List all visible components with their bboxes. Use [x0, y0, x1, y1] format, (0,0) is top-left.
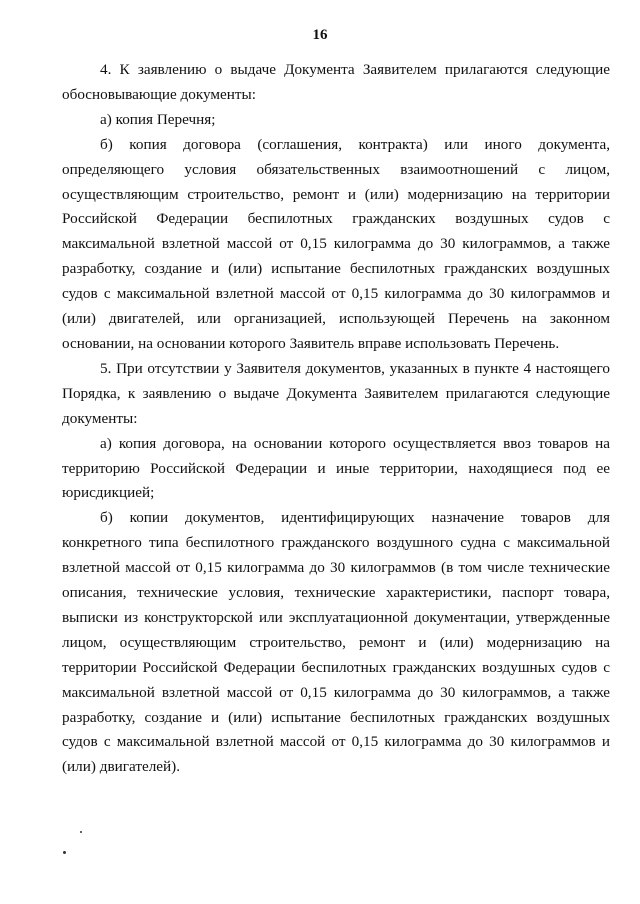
scan-speck — [80, 831, 82, 833]
scan-speck — [63, 851, 66, 854]
document-body — [62, 58, 610, 780]
page-number: 16 — [312, 27, 328, 43]
paragraph-item-4b: б) копия договора (соглашения, контракта) или иного документа, определяющего условия обязательственных взаимоотношений с лицом, осуществляющим строительство, ремонт и (или) модернизацию на территории Российской Федерации беспилотных гражданских воздушных судов с максимальной взлетной массой от 0,15 килограмма до 30 килограммов, а также разработку, создание и (или) испытание беспилотных гражданских воздушных судов с максимальной взлетной массой от 0,15 килограмма до 30 килограммов и (или) двигателей, или организацией, использующей Перечень на законном основании, на основании которого Заявитель вправе использовать Перечень. — [62, 135, 610, 352]
paragraph-item-5a: а) копия договора, на основании которого осуществляется ввоз товаров на территорию Российской Федерации и иные территории, находящиеся под ее юрисдикцией; — [62, 434, 610, 502]
paragraph-item-4: 4. К заявлению о выдаче Документа Заявителем прилагаются следующие обосновывающие документы: — [62, 61, 610, 103]
paragraph-item-5b: б) копии документов, идентифицирующих назначение товаров для конкретного типа беспилотного гражданского воздушного судна с максимальной взлетной массой от 0,15 килограмма до 30 килограммов (в том числе технические описания, технические условия, технические характеристики, паспорт товара, выписки из конструкторской или эксплуатационной документации, утвержденные лицом, осуществляющим строительство, ремонт и (или) модернизацию на территории Российской Федерации беспилотных гражданских воздушных судов с максимальной взлетной массой от 0,15 килограмма до 30 килограммов, а также разработку, создание и (или) испытание беспилотных гражданских воздушных судов с максимальной взлетной массой от 0,15 килограмма до 30 килограммов и (или) двигателей). — [62, 509, 610, 776]
paragraph-item-5: 5. При отсутствии у Заявителя документов, указанных в пункте 4 настоящего Порядка, к заявлению о выдаче Документа Заявителем прилагаются следующие документы: — [62, 359, 610, 427]
paragraph-item-4a: а) копия Перечня; — [100, 110, 216, 128]
